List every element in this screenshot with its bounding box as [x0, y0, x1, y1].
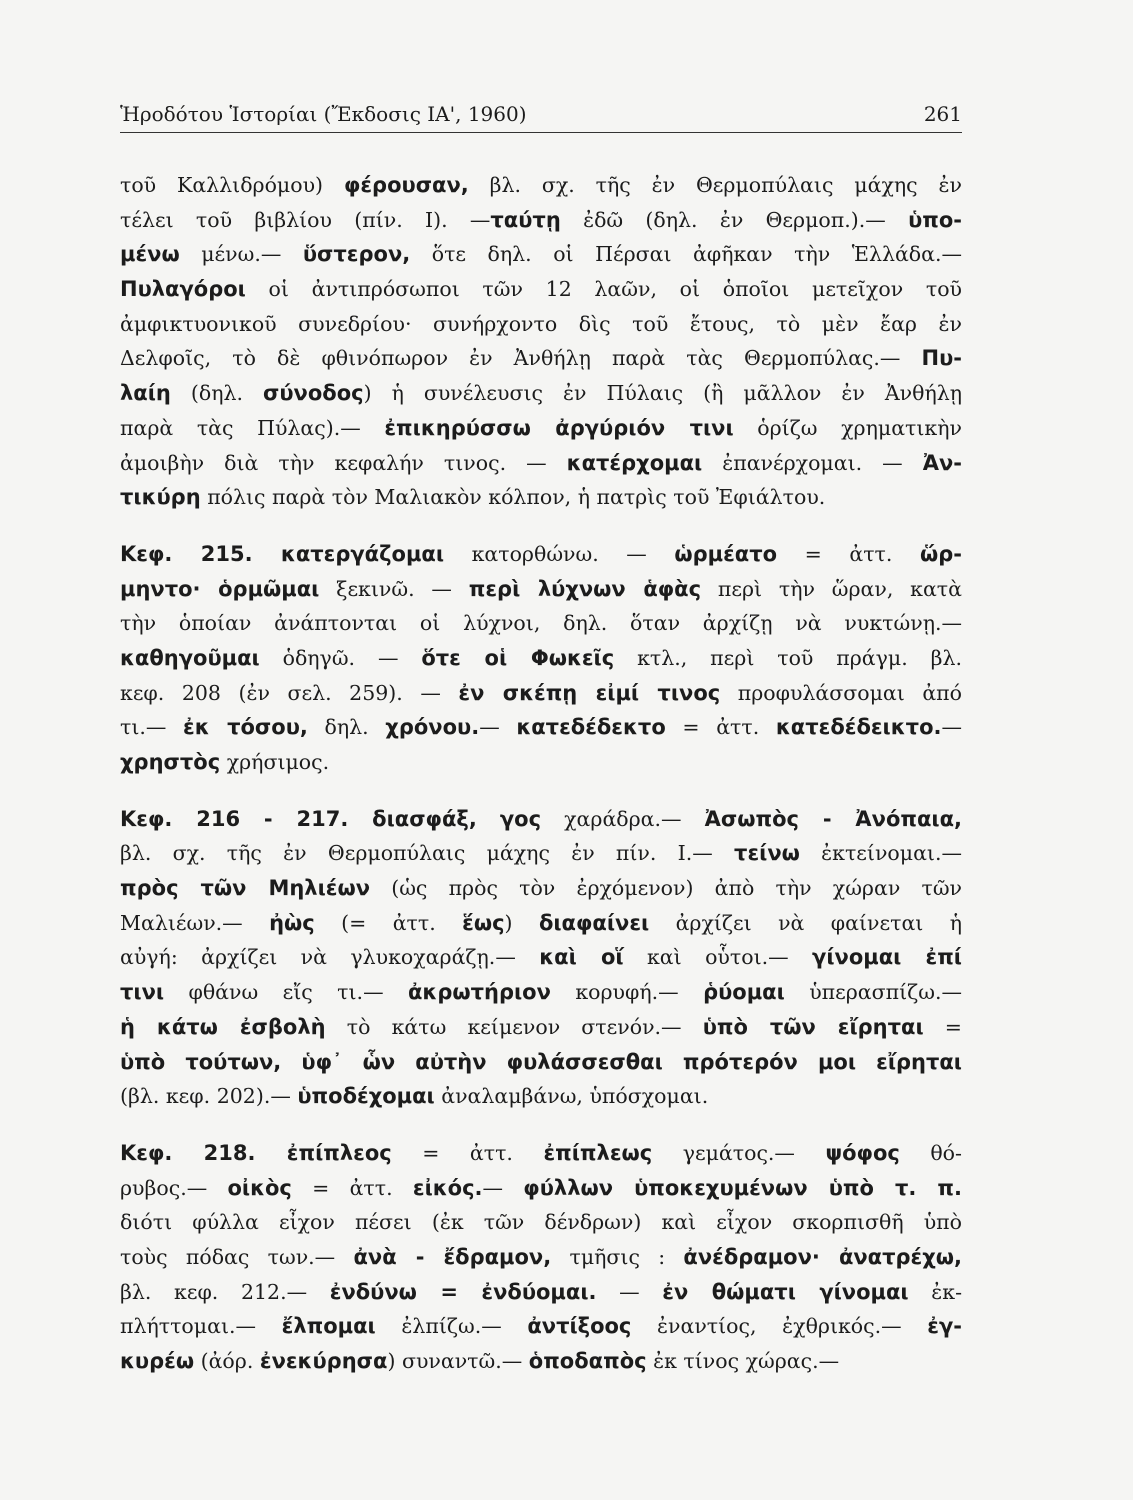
- gloss-text: φθάνω εἴς τι.—: [164, 980, 408, 1005]
- lemma-term: καθηγοῦμαι: [120, 645, 260, 670]
- lemma-term: ὕστερον,: [302, 242, 411, 267]
- lemma-term: ψόφος: [825, 1140, 900, 1165]
- lemma-term: κατεδέδεικτο.: [775, 715, 942, 740]
- gloss-text: = ἀττ.: [391, 1140, 544, 1165]
- gloss-text: αὐγή: ἀρχίζει νὰ γλυκοχαράζῃ.—: [120, 945, 540, 970]
- text-line: [120, 1309, 962, 1344]
- lemma-term: γος: [499, 806, 542, 831]
- text-line: [120, 376, 962, 411]
- lemma-term: ἀντίξοος: [527, 1314, 632, 1339]
- text-line: [120, 411, 962, 446]
- gloss-text: —: [596, 1279, 663, 1304]
- text-line: [120, 203, 962, 238]
- gloss-text: τὸ κάτω κείμενον στενόν.—: [325, 1014, 703, 1039]
- text-line: [120, 1136, 962, 1171]
- gloss-text: μένω.—: [179, 242, 303, 267]
- lemma-term: ὑποδέχομαι: [297, 1084, 435, 1109]
- paragraph: [120, 537, 962, 780]
- gloss-text: Δελφοῖς, τὸ δὲ φθινόπωρον ἐν Ἀνθήλῃ παρὰ τὰς Θερμοπύλας.—: [120, 346, 922, 371]
- gloss-text: βλ. κεφ. 212.—: [120, 1279, 330, 1304]
- lemma-term: ὥρ-: [920, 541, 962, 566]
- gloss-text: κεφ. 208 (ἐν σελ. 259). —: [120, 680, 459, 705]
- gloss-text: ὁδηγῶ. —: [259, 645, 422, 670]
- gloss-text: οἱ ἀντιπρόσωποι τῶν 12 λαῶν, οἱ ὁποῖοι μετεῖχον τοῦ: [245, 277, 962, 302]
- text-line: [120, 975, 962, 1010]
- lemma-term: Πυλαγόροι: [120, 277, 246, 302]
- text-line: [120, 802, 962, 837]
- lemma-term: Ἀσωπὸς - Ἀνόπαια,: [704, 806, 962, 831]
- gloss-text: ) συναντῶ.—: [387, 1349, 529, 1373]
- gloss-text: τὴν ὁποίαν ἀνάπτονται οἱ λύχνοι, δηλ. ὅταν ἀρχίζῃ νὰ νυκτώνῃ.—: [120, 611, 962, 636]
- paragraph: [120, 802, 962, 1114]
- lemma-term: Κεφ. 215. κατεργάζομαι: [120, 541, 445, 566]
- gloss-text: τοῦ Καλλιδρόμου): [120, 173, 344, 197]
- text-line: [120, 906, 962, 941]
- text-line: [120, 1205, 962, 1240]
- gloss-text: ἐδῶ (δηλ. ἐν Θερμοπ.).—: [560, 207, 909, 232]
- gloss-text: καὶ οὗτοι.—: [623, 945, 813, 970]
- paragraph: [120, 168, 962, 515]
- lemma-term: κατεδέδεκτο: [516, 715, 666, 740]
- gloss-text: (βλ. κεφ. 202).—: [120, 1084, 298, 1109]
- gloss-text: κορυφή.—: [550, 980, 704, 1005]
- text-line: [120, 836, 962, 871]
- gloss-text: χαράδρα.—: [541, 806, 705, 831]
- lemma-term: ἐπίπλεως: [543, 1140, 653, 1165]
- lemma-term: φέρουσαν,: [343, 173, 469, 197]
- lemma-term: χρηστὸς: [120, 750, 221, 774]
- text-line: [120, 710, 962, 745]
- lemma-term: ἀνέδραμον· ἀνατρέχω,: [683, 1244, 962, 1269]
- gloss-text: =: [923, 1014, 962, 1039]
- lemma-term: τινι: [120, 980, 165, 1005]
- gloss-text: παρὰ τὰς Πύλας).—: [120, 415, 385, 440]
- gloss-text: προφυλάσσομαι ἀπό: [720, 680, 962, 705]
- text-line: [120, 168, 962, 203]
- lemma-term: ὑπὸ τῶν εἴρηται: [702, 1014, 924, 1039]
- gloss-text: [477, 807, 500, 831]
- lemma-term: τικύρη: [120, 485, 201, 510]
- text-line: [120, 480, 962, 515]
- text-line: [120, 1010, 962, 1045]
- gloss-text: (ὡς πρὸς τὸν ἐρχόμενον) ἀπὸ τὴν χώραν τῶν: [370, 876, 962, 901]
- text-line: [120, 676, 962, 711]
- lemma-term: ἠὼς: [269, 910, 315, 935]
- gloss-text: ἐκ τίνος χώρας.—: [646, 1349, 840, 1373]
- gloss-text: βλ. σχ. τῆς ἐν Θερμοπύλαις μάχης ἐν πίν. Ι.—: [120, 841, 735, 866]
- gloss-text: = ἀττ.: [777, 541, 920, 566]
- text-line: [120, 1171, 962, 1206]
- gloss-text: Μαλιέων.—: [120, 910, 270, 935]
- gloss-text: χρήσιμος.: [220, 750, 330, 774]
- lemma-term: χρόνου.: [385, 715, 480, 740]
- lemma-term: Πυ-: [921, 346, 962, 371]
- lemma-term: σύνοδος: [263, 381, 364, 406]
- page-number: 261: [923, 102, 962, 126]
- gloss-text: τέλει τοῦ βιβλίου (πίν. Ι). —: [120, 207, 491, 232]
- text-line: [120, 537, 962, 572]
- gloss-text: ὅτε δηλ. οἱ Πέρσαι ἀφῆκαν τὴν Ἑλλάδα.—: [410, 242, 962, 267]
- gloss-text: (δηλ.: [170, 381, 263, 406]
- lemma-term: ὑπο-: [908, 207, 962, 232]
- gloss-text: πόλις παρὰ τὸν Μαλιακὸν κόλπον, ἡ πατρὶς τοῦ Ἐφιάλτου.: [200, 485, 826, 510]
- commentary-body: [120, 168, 962, 1379]
- lemma-term: ἐνεκύρησα: [259, 1349, 388, 1373]
- gloss-text: ): [504, 910, 539, 935]
- gloss-text: πλήττομαι.—: [120, 1314, 282, 1339]
- lemma-term: οἰκὸς: [227, 1175, 292, 1200]
- lemma-term: ὡρμέατο: [674, 541, 778, 566]
- gloss-text: θό-: [899, 1140, 962, 1165]
- lemma-term: ἐκ τόσου,: [183, 715, 308, 740]
- gloss-text: = ἀττ.: [665, 715, 776, 740]
- gloss-text: γεμάτος.—: [652, 1140, 826, 1165]
- gloss-text: κατορθώνω. —: [444, 541, 675, 566]
- text-line: [120, 572, 962, 607]
- gloss-text: ξεκινῶ. —: [319, 576, 469, 601]
- gloss-text: ) ἡ συνέλευσις ἐν Πύλαις (ἢ μᾶλλον ἐν Ἀνθήλῃ: [363, 381, 962, 406]
- text-line: [120, 341, 962, 376]
- text-line: [120, 940, 962, 975]
- gloss-text: ἐλπίζω.—: [375, 1314, 528, 1339]
- text-line: [120, 1045, 962, 1080]
- lemma-term: τείνω: [734, 841, 800, 866]
- lemma-term: μηντο· ὁρμῶμαι: [120, 576, 320, 601]
- lemma-term: ῥύομαι: [703, 980, 785, 1005]
- lemma-term: ὑπὸ τούτων, ὑφ᾽ ὧν αὐτὴν φυλάσσεσθαι πρότερόν μοι εἴρηται: [120, 1049, 962, 1074]
- lemma-term: περὶ λύχνων ἁφὰς: [468, 576, 702, 601]
- gloss-text: ὁρίζω χρηματικὴν: [733, 415, 962, 440]
- gloss-text: ρυβος.—: [120, 1175, 228, 1200]
- gloss-text: —: [479, 715, 517, 740]
- gloss-text: δηλ.: [307, 715, 386, 740]
- text-line: [120, 745, 962, 780]
- lemma-term: κατέρχομαι: [566, 450, 703, 475]
- lemma-term: ἐν θώματι γίνομαι: [662, 1279, 909, 1304]
- lemma-term: ἐγ-: [927, 1314, 962, 1339]
- gloss-text: ἀμφικτυονικοῦ συνεδρίου· συνήρχοντο δὶς τοῦ ἔτους, τὸ μὲν ἔαρ ἐν: [120, 311, 962, 336]
- gloss-text: ἐκ-: [908, 1279, 962, 1304]
- lemma-term: Ἀν-: [922, 450, 962, 475]
- lemma-term: Κεφ. 218. ἐπίπλεος: [120, 1140, 392, 1165]
- text-line: [120, 871, 962, 906]
- text-line: [120, 446, 962, 481]
- lemma-term: ὅτε οἱ Φωκεῖς: [421, 645, 615, 670]
- lemma-term: εἰκός.: [412, 1175, 483, 1200]
- gloss-text: (ἀόρ.: [194, 1349, 260, 1373]
- lemma-term: ἔλπομαι: [281, 1314, 376, 1339]
- gloss-text: (= ἀττ.: [314, 910, 463, 935]
- gloss-text: —: [941, 715, 962, 740]
- text-line: [120, 1275, 962, 1310]
- gloss-text: ἐπανέρχομαι. —: [702, 450, 923, 475]
- text-line: [120, 1079, 962, 1114]
- lemma-term: πρὸς τῶν Μηλιέων: [120, 876, 371, 901]
- gloss-text: βλ. σχ. τῆς ἐν Θερμοπύλαις μάχης ἐν: [468, 173, 962, 197]
- lemma-term: ἐπικηρύσσω ἀργύριόν τινι: [384, 415, 734, 440]
- text-line: [120, 606, 962, 641]
- lemma-term: ὁποδαπὸς: [528, 1349, 647, 1373]
- lemma-term: ἐν σκέπῃ εἰμί τινος: [458, 680, 721, 705]
- gloss-text: κτλ., περὶ τοῦ πράγμ. βλ.: [614, 645, 962, 670]
- gloss-text: ἀμοιβὴν διὰ τὴν κεφαλήν τινος. —: [120, 450, 567, 475]
- lemma-term: γίνομαι ἐπί: [812, 945, 962, 970]
- gloss-text: ἐκτείνομαι.—: [799, 841, 962, 866]
- gloss-text: ἀναλαμβάνω, ὑπόσχομαι.: [434, 1084, 709, 1109]
- lemma-term: κυρέω: [120, 1349, 195, 1373]
- lemma-term: διαφαίνει: [538, 910, 650, 935]
- gloss-text: ἐναντίος, ἐχθρικός.—: [631, 1314, 928, 1339]
- text-line: [120, 307, 962, 342]
- gloss-text: ἀρχίζει νὰ φαίνεται ἡ: [649, 910, 962, 935]
- lemma-term: φύλλων ὑποκεχυμένων ὑπὸ τ. π.: [523, 1175, 962, 1200]
- header-title: Ἡροδότου Ἱστορίαι (Ἔκδοσις ΙΑ', 1960): [120, 102, 527, 126]
- text-line: [120, 237, 962, 272]
- lemma-term: Κεφ. 216 - 217. διασφάξ,: [120, 806, 477, 831]
- lemma-term: ἐνδύνω = ἐνδύομαι.: [329, 1279, 597, 1304]
- running-header: [120, 100, 962, 133]
- gloss-text: —: [482, 1175, 524, 1200]
- lemma-term: ταύτῃ: [490, 207, 561, 232]
- text-line: [120, 272, 962, 307]
- gloss-text: περὶ τὴν ὥραν, κατὰ: [701, 576, 962, 601]
- paragraph: [120, 1136, 962, 1379]
- lemma-term: ἀκρωτήριον: [407, 980, 551, 1005]
- gloss-text: ὑπερασπίζω.—: [784, 980, 962, 1005]
- lemma-term: λαίη: [120, 381, 171, 406]
- lemma-term: ἡ κάτω ἐσβολὴ: [120, 1014, 326, 1039]
- gloss-text: = ἀττ.: [291, 1175, 413, 1200]
- gloss-text: τμῆσις :: [551, 1244, 684, 1269]
- gloss-text: διότι φύλλα εἶχον πέσει (ἐκ τῶν δένδρων) καὶ εἶχον σκορπισθῆ ὑπὸ: [120, 1210, 962, 1235]
- text-line: [120, 1344, 962, 1379]
- lemma-term: ἀνὰ - ἔδραμον,: [353, 1244, 552, 1269]
- gloss-text: τι.—: [120, 715, 184, 740]
- text-line: [120, 1240, 962, 1275]
- lemma-term: ἕως: [462, 910, 505, 935]
- lemma-term: μένω: [120, 242, 180, 267]
- lemma-term: καὶ οἵ: [539, 945, 624, 970]
- text-line: [120, 641, 962, 676]
- gloss-text: τοὺς πόδας των.—: [120, 1244, 354, 1269]
